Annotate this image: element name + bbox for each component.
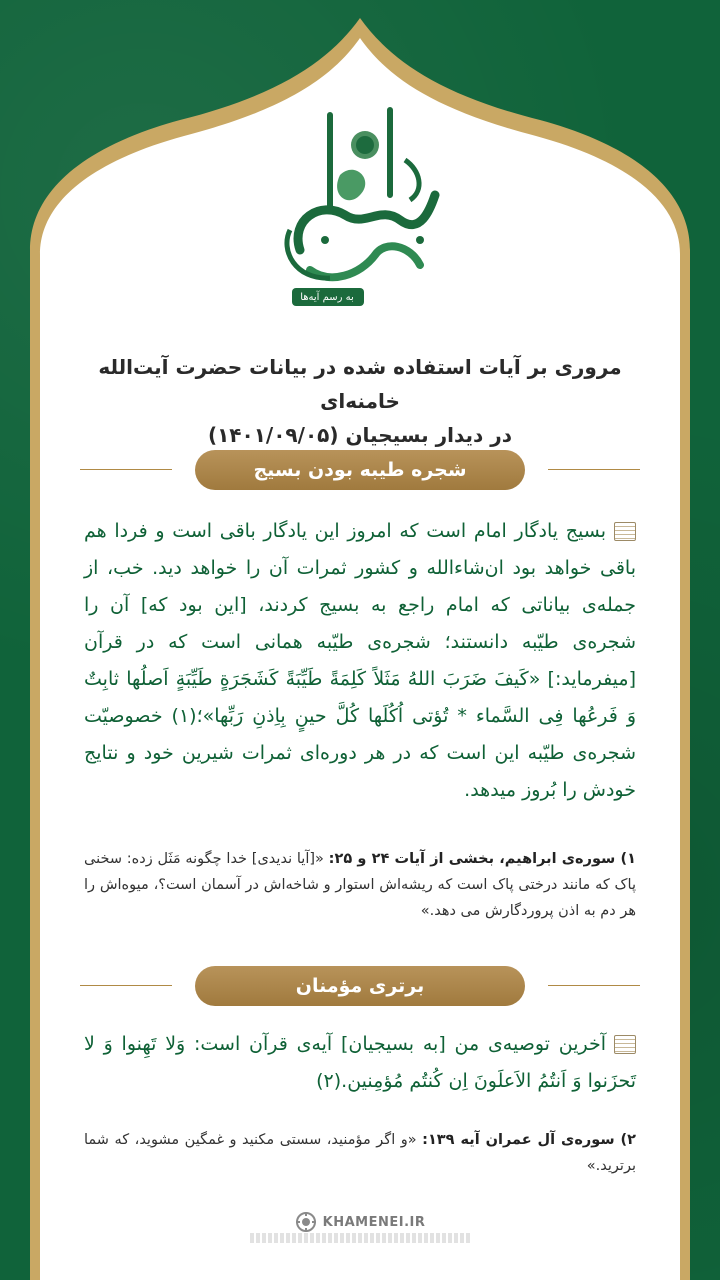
section-title-2: برتری مؤمنان xyxy=(195,966,525,1006)
footnote-2-reference: ۲) سوره‌ی آل عمران آیه ۱۳۹: xyxy=(422,1132,637,1148)
divider-line xyxy=(548,469,640,470)
calligraphy-logo-icon xyxy=(270,100,450,315)
section-2-paragraph xyxy=(84,1026,636,1100)
divider-line xyxy=(548,985,640,986)
footer-fine-print xyxy=(250,1233,470,1243)
title-line-1: مروری بر آیات استفاده شده در بیانات حضرت آیت‌الله خامنه‌ای xyxy=(98,355,622,413)
footnote-1-reference: ۱) سوره‌ی ابراهیم، بخشی از آیات ۲۴ و ۲۵: xyxy=(328,851,637,867)
logo-caption: به رسم آیه‌ها xyxy=(300,292,354,303)
footnote-2 xyxy=(84,1127,636,1179)
divider-line xyxy=(80,469,172,470)
section-1-paragraph xyxy=(84,513,636,809)
footer-brand xyxy=(250,1208,470,1236)
page-title xyxy=(90,350,630,452)
divider-line xyxy=(80,985,172,986)
title-line-2: در دیدار بسیجیان (۱۴۰۱/۰۹/۰۵) xyxy=(207,423,513,447)
footnote-2-text: «و اگر مؤمنید، سستی مکنید و غمگین مشوید، که شما برترید.» xyxy=(84,1132,636,1174)
khamenei-ir-logo-icon xyxy=(295,1211,317,1233)
footnote-1-text: «[آیا ندیدی] خدا چگونه مَثَل زده: سخنی پاک که مانند درختی پاک است که ریشه‌اش استوار و شاخه‌اش در آسمان است؟، میوه‌اش را هر دم به اذن پروردگارش می دهد.» xyxy=(84,851,636,919)
section-header-1 xyxy=(80,450,640,490)
footer-site-name: KHAMENEI.IR xyxy=(322,1214,426,1230)
section-title-1: شجره طیبه بودن بسیج xyxy=(195,450,525,490)
quote-document-icon xyxy=(614,1035,636,1054)
quote-document-icon xyxy=(614,522,636,541)
section-2-text: آخرین توصیه‌ی من [به بسیجیان] آیه‌ی قرآن است: وَلا تَهِنوا وَ لا تَحزَنوا وَ اَنتُمُ الاَعلَونَ اِن کُنتُم مُؤمِنین.(۲) xyxy=(84,1033,636,1092)
section-header-2 xyxy=(80,966,640,1006)
footnote-1 xyxy=(84,846,636,924)
section-1-text: بسیج یادگار امام است که امروز این یادگار باقی است و فردا هم باقی خواهد بود ان‌شاءالله و کشور ثمرات آن را خواهد دید. خب، از جمله‌ی بیاناتی که امام راجع به بسیج کردند، [این بود که] آن را شجره‌ی طیّبه دانستند؛ شجره‌ی طیّبه همانی است که در قرآن [میفرماید:] «کَیفَ ضَرَبَ اللهُ مَثَلاً کَلِمَةً طَیِّبَةً کَشَجَرَةٍ طَیِّبَةٍ اَصلُها ثابِتٌ وَ فَرعُها فِی السَّماء * تُؤتی اُکُلَها کُلَّ حینٍ بِاِذنِ رَبِّها»؛(۱) خصوصیّت شجره‌ی طیّبه این است که در هر دوره‌ای ثمرات شیرین خود و نتایج خودش را بُروز میدهد. xyxy=(84,520,636,801)
